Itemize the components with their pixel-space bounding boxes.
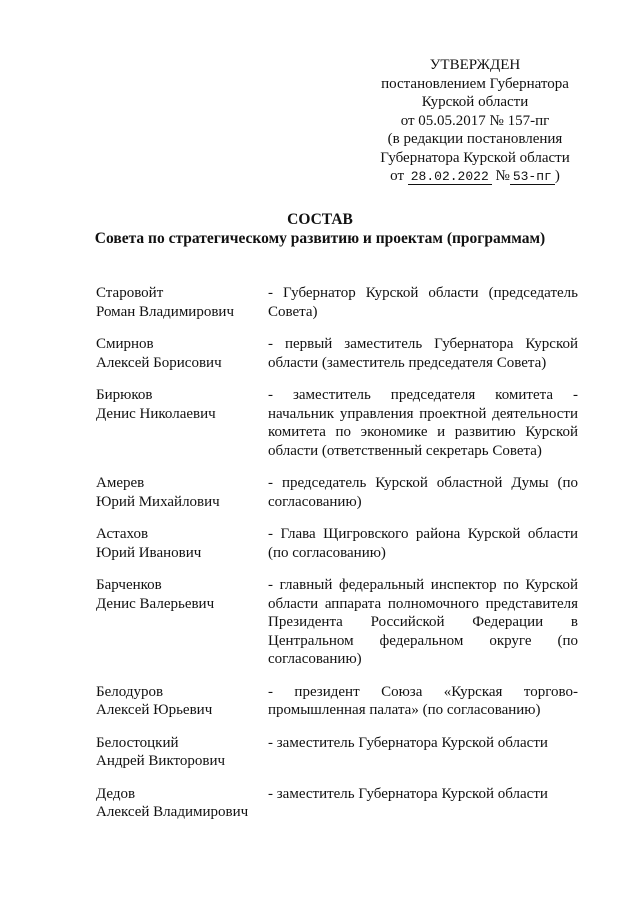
member-surname: Смирнов (96, 336, 154, 352)
member-name (96, 683, 268, 720)
member-surname: Астахов (96, 526, 149, 542)
member-position: - Глава Щигровского района Курской области (по согласованию) (268, 526, 578, 561)
member-row (96, 335, 578, 372)
member-position: - заместитель председателя комитета - начальник управления проектной деятельности комитета по экономике и развитию Курской области (ответственный секретарь Совета) (268, 387, 578, 459)
revision-suffix: ) (554, 168, 560, 184)
title-heading: СОСТАВ (287, 211, 353, 228)
member-row (96, 284, 578, 321)
member-surname: Бирюков (96, 387, 153, 403)
revision-date: 28.02.2022 (408, 170, 492, 185)
approval-line: Курской области (421, 94, 529, 110)
approval-line: Губернатора Курской области (380, 149, 570, 166)
document-title (0, 210, 640, 248)
member-name (96, 576, 268, 669)
member-surname: Дедов (96, 785, 136, 802)
member-row (96, 734, 578, 771)
approval-title: УТВЕРЖДЕН (429, 57, 521, 73)
member-position: - председатель Курской областной Думы (по согласованию) (268, 475, 578, 510)
member-given-names: Юрий Михайлович (96, 493, 220, 510)
member-row (96, 785, 578, 822)
member-position: - заместитель Губернатора Курской области (268, 734, 548, 751)
member-given-names: Алексей Юрьевич (96, 702, 213, 718)
revision-number: 53-пг (510, 170, 555, 185)
member-position: - первый заместитель Губернатора Курской области (заместитель председателя Совета) (268, 336, 578, 371)
revision-number-label: № (495, 168, 510, 184)
member-name (96, 734, 268, 771)
member-name (96, 525, 268, 562)
member-given-names: Роман Владимирович (96, 303, 234, 320)
member-name (96, 284, 268, 321)
approval-revision-line (360, 167, 590, 186)
title-subheading: Совета по стратегическому развитию и проектам (программам) (94, 230, 546, 247)
member-surname: Старовойт (96, 285, 164, 301)
member-list (96, 284, 578, 836)
member-given-names: Андрей Викторович (96, 753, 226, 769)
revision-prefix: от (390, 168, 404, 184)
member-position: - заместитель Губернатора Курской области (268, 785, 548, 802)
member-row (96, 683, 578, 720)
member-given-names: Денис Валерьевич (96, 595, 215, 612)
member-row (96, 576, 578, 669)
member-given-names: Денис Николаевич (96, 405, 216, 422)
member-row (96, 525, 578, 562)
member-name (96, 474, 268, 511)
member-surname: Белостоцкий (96, 734, 179, 751)
member-position: - Губернатор Курской области (председатель Совета) (268, 285, 578, 320)
member-given-names: Алексей Борисович (96, 354, 222, 371)
approval-line: от 05.05.2017 № 157-пг (400, 112, 550, 129)
member-name (96, 335, 268, 372)
member-surname: Белодуров (96, 683, 164, 700)
member-surname: Амерев (96, 475, 145, 491)
approval-line: (в редакции постановления (387, 131, 563, 147)
member-position: - президент Союза «Курская торгово-промышленная палата» (по согласованию) (268, 683, 578, 718)
member-row (96, 386, 578, 460)
member-given-names: Алексей Владимирович (96, 804, 249, 820)
member-row (96, 474, 578, 511)
member-surname: Барченков (96, 577, 162, 593)
member-name (96, 785, 268, 822)
member-given-names: Юрий Иванович (96, 544, 202, 561)
member-position: - главный федеральный инспектор по Курской области аппарата полномочного представителя Президента Российской Федерации в Центральном федеральном округе (по согласованию) (268, 577, 578, 667)
member-name (96, 386, 268, 460)
approval-line: постановлением Губернатора (381, 75, 569, 92)
approval-stamp (360, 56, 590, 186)
